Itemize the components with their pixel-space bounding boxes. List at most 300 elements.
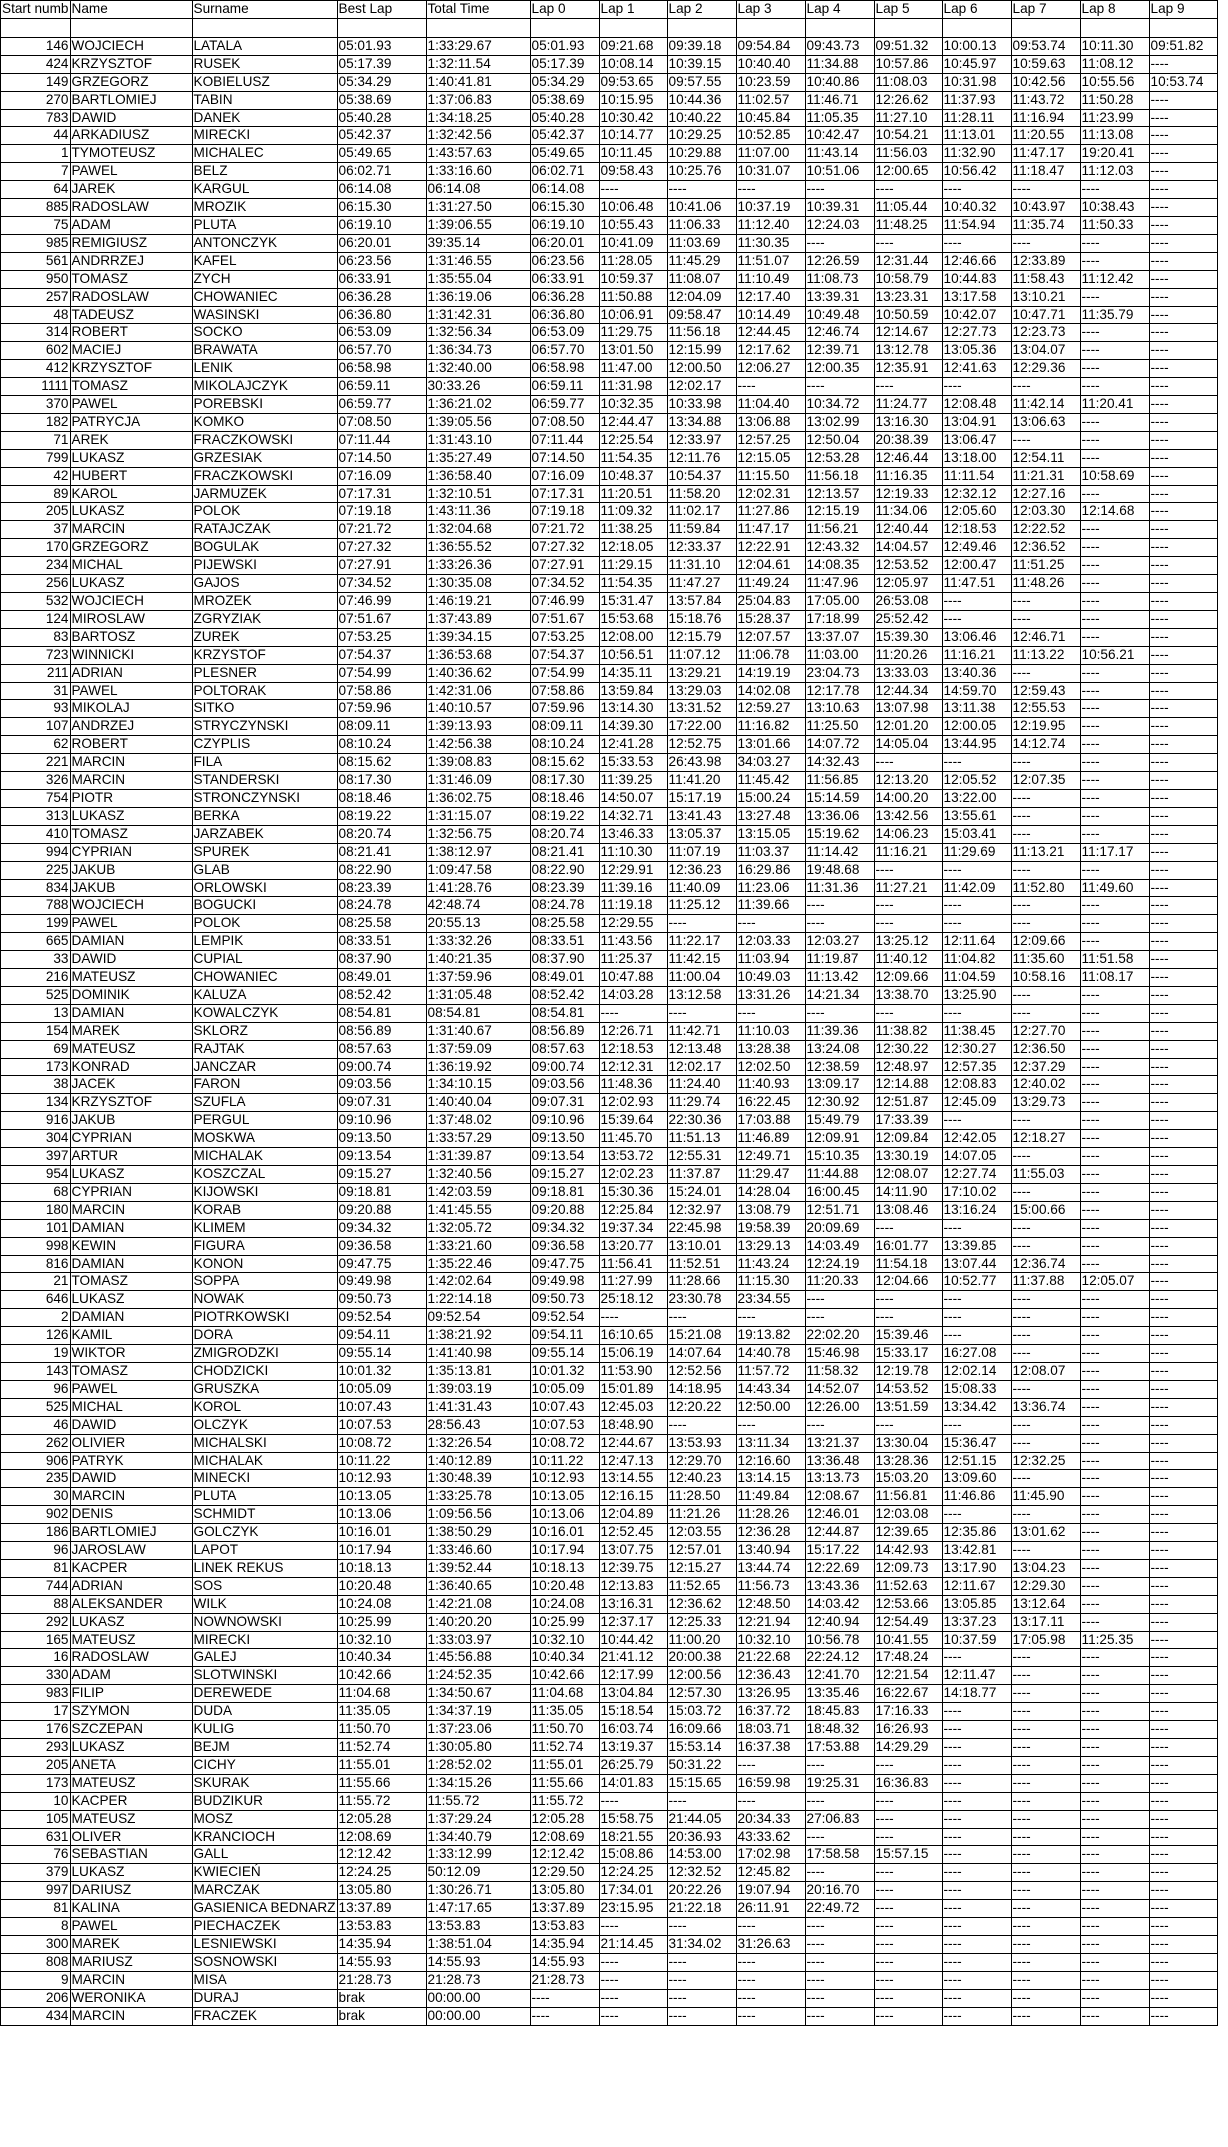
best-lap-cell: 10:05.09 [337,1380,426,1398]
lap-5-cell: 13:38.70 [874,986,942,1004]
lap-5-cell: 13:08.46 [874,1201,942,1219]
lap-0-cell: 07:53.25 [530,628,599,646]
lap-1-cell: 12:25.54 [599,431,667,449]
lap-8-cell: ---- [1080,1237,1149,1255]
lap-8-cell: ---- [1080,1524,1149,1542]
lap-8-cell: ---- [1080,252,1149,270]
lap-0-cell: 09:00.74 [530,1058,599,1076]
lap-8-cell: 11:08.12 [1080,55,1149,73]
lap-8-cell: 11:20.41 [1080,396,1149,414]
total-time-cell: 1:32:05.72 [426,1219,530,1237]
name-cell: OLIVER [70,1828,192,1846]
lap-7-cell: ---- [1011,1506,1080,1524]
lap-0-cell: 10:13.06 [530,1506,599,1524]
lap-2-cell: 15:17.19 [667,789,736,807]
lap-5-cell: ---- [874,1416,942,1434]
lap-4-cell: 14:32.43 [805,754,874,772]
start-number-cell: 902 [1,1506,71,1524]
lap-6-cell: 11:32.90 [942,145,1011,163]
lap-3-cell: ---- [736,1309,805,1327]
lap-1-cell: 12:02.23 [599,1166,667,1184]
lap-9-cell: ---- [1149,1362,1217,1380]
best-lap-cell: 09:13.50 [337,1130,426,1148]
lap-3-cell: 19:58.39 [736,1219,805,1237]
lap-5-cell: 11:40.12 [874,951,942,969]
total-time-cell: 1:41:28.76 [426,879,530,897]
lap-5-cell: ---- [874,1989,942,2007]
total-time-cell: 1:43:11.36 [426,503,530,521]
lap-6-cell: ---- [942,1416,1011,1434]
start-number-cell: 134 [1,1094,71,1112]
lap-7-cell: 11:47.17 [1011,145,1080,163]
lap-8-cell: ---- [1080,1362,1149,1380]
best-lap-cell: 13:37.89 [337,1900,426,1918]
best-lap-cell: 09:00.74 [337,1058,426,1076]
lap-9-cell: ---- [1149,879,1217,897]
table-row [1,1595,1218,1613]
lap-5-cell: 10:54.21 [874,127,942,145]
lap-4-cell: 10:49.48 [805,306,874,324]
name-cell: JAROSLAW [70,1542,192,1560]
lap-5-cell: 10:57.86 [874,55,942,73]
best-lap-cell: 09:54.11 [337,1327,426,1345]
lap-6-cell: ---- [942,915,1011,933]
lap-8-cell: ---- [1080,1130,1149,1148]
lap-2-cell: 11:56.18 [667,324,736,342]
best-lap-cell: 07:54.99 [337,664,426,682]
best-lap-cell: 06:33.91 [337,270,426,288]
lap-2-cell: 13:12.58 [667,986,736,1004]
lap-4-cell: ---- [805,234,874,252]
surname-cell: CHOWANIEC [192,288,337,306]
lap-9-cell: ---- [1149,485,1217,503]
lap-9-cell: ---- [1149,1506,1217,1524]
lap-4-cell: 13:21.37 [805,1434,874,1452]
start-number-cell: 124 [1,610,71,628]
lap-3-cell: 12:03.33 [736,933,805,951]
lap-7-cell: 12:18.27 [1011,1130,1080,1148]
lap-1-cell: 13:07.75 [599,1542,667,1560]
lap-7-cell: 11:35.60 [1011,951,1080,969]
best-lap-cell: 08:24.78 [337,897,426,915]
lap-8-cell: ---- [1080,1452,1149,1470]
lap-3-cell: 10:49.03 [736,969,805,987]
lap-0-cell: 09:15.27 [530,1166,599,1184]
best-lap-cell: 10:12.93 [337,1470,426,1488]
lap-4-cell: 12:26.00 [805,1398,874,1416]
lap-7-cell: 12:36.50 [1011,1040,1080,1058]
table-row [1,1649,1218,1667]
lap-4-cell: 10:40.86 [805,73,874,91]
lap-2-cell: 11:22.17 [667,933,736,951]
name-cell: BARTLOMIEJ [70,1524,192,1542]
total-time-cell: 1:37:06.83 [426,91,530,109]
lap-8-cell: ---- [1080,449,1149,467]
table-row [1,55,1218,73]
table-row [1,1774,1218,1792]
best-lap-cell: 07:27.32 [337,539,426,557]
lap-4-cell: 15:17.22 [805,1542,874,1560]
lap-0-cell: 09:18.81 [530,1183,599,1201]
lap-2-cell: 10:25.76 [667,163,736,181]
lap-4-cell: 11:08.73 [805,270,874,288]
lap-8-cell: 19:20.41 [1080,145,1149,163]
lap-9-cell: ---- [1149,718,1217,736]
lap-9-cell: ---- [1149,1237,1217,1255]
total-time-cell: 1:32:40.00 [426,360,530,378]
lap-8-cell: ---- [1080,1703,1149,1721]
lap-8-cell: ---- [1080,1792,1149,1810]
start-number-cell: 754 [1,789,71,807]
lap-2-cell: 12:00.56 [667,1667,736,1685]
surname-cell: KAFEL [192,252,337,270]
lap-1-cell: 11:45.70 [599,1130,667,1148]
lap-1-cell: 11:20.51 [599,485,667,503]
lap-1-cell: 14:35.11 [599,664,667,682]
lap-4-cell: 12:30.92 [805,1094,874,1112]
lap-6-cell: 13:18.00 [942,449,1011,467]
lap-0-cell: 10:05.09 [530,1380,599,1398]
surname-cell: KULIG [192,1721,337,1739]
name-cell: ANETA [70,1756,192,1774]
lap-6-cell: 17:10.02 [942,1183,1011,1201]
lap-2-cell: 12:52.75 [667,736,736,754]
lap-0-cell: 09:10.96 [530,1112,599,1130]
lap-6-cell: 11:13.01 [942,127,1011,145]
total-time-cell: 1:40:20.20 [426,1613,530,1631]
name-cell: DENIS [70,1506,192,1524]
lap-4-cell: 11:14.42 [805,843,874,861]
start-number-cell: 808 [1,1953,71,1971]
lap-4-cell: 22:24.12 [805,1649,874,1667]
lap-7-cell: ---- [1011,1309,1080,1327]
lap-7-cell: 12:36.52 [1011,539,1080,557]
lap-3-cell: 13:40.94 [736,1542,805,1560]
lap-0-cell: 08:24.78 [530,897,599,915]
total-time-cell: 1:43:57.63 [426,145,530,163]
lap-6-cell: 11:04.59 [942,969,1011,987]
name-cell: DAMIAN [70,1219,192,1237]
lap-8-cell: ---- [1080,861,1149,879]
lap-5-cell: 09:51.32 [874,37,942,55]
surname-cell: ANTONCZYK [192,234,337,252]
lap-3-cell: 11:03.37 [736,843,805,861]
surname-cell: CHOWANIEC [192,969,337,987]
lap-6-cell: 12:57.35 [942,1058,1011,1076]
lap-8-cell: ---- [1080,1058,1149,1076]
name-cell: WOJCIECH [70,593,192,611]
table-row [1,897,1218,915]
name-cell: LUKASZ [70,449,192,467]
lap-2-cell: 10:33.98 [667,396,736,414]
name-cell: OLIVIER [70,1434,192,1452]
lap-3-cell: 12:36.43 [736,1667,805,1685]
name-cell: LUKASZ [70,807,192,825]
lap-9-cell: ---- [1149,1774,1217,1792]
lap-1-cell: 14:03.28 [599,986,667,1004]
lap-8-cell: ---- [1080,1595,1149,1613]
best-lap-cell: 09:20.88 [337,1201,426,1219]
lap-3-cell: 10:45.84 [736,109,805,127]
lap-6-cell: 13:06.47 [942,431,1011,449]
surname-cell: KRANCIOCH [192,1828,337,1846]
best-lap-cell: 07:59.96 [337,700,426,718]
lap-1-cell: 14:50.07 [599,789,667,807]
lap-1-cell: 10:06.91 [599,306,667,324]
lap-7-cell: ---- [1011,1470,1080,1488]
lap-6-cell: ---- [942,593,1011,611]
lap-7-cell: 12:40.02 [1011,1076,1080,1094]
start-number-cell: 816 [1,1255,71,1273]
start-number-cell: 126 [1,1327,71,1345]
lap-0-cell: 07:11.44 [530,431,599,449]
lap-6-cell: 14:18.77 [942,1685,1011,1703]
lap-2-cell: 26:43.98 [667,754,736,772]
lap-4-cell: 27:06.83 [805,1810,874,1828]
lap-9-cell: ---- [1149,1345,1217,1363]
start-number-cell: 38 [1,1076,71,1094]
table-row [1,1739,1218,1757]
lap-3-cell: 12:07.57 [736,628,805,646]
lap-3-cell: 09:54.84 [736,37,805,55]
lap-6-cell: 12:42.05 [942,1130,1011,1148]
total-time-cell: 1:36:53.68 [426,646,530,664]
surname-cell: PERGUL [192,1112,337,1130]
start-number-cell: 182 [1,413,71,431]
lap-2-cell: 11:02.17 [667,503,736,521]
lap-4-cell: 12:00.35 [805,360,874,378]
start-number-cell: 13 [1,1004,71,1022]
lap-9-cell: ---- [1149,270,1217,288]
total-time-cell: 1:31:05.48 [426,986,530,1004]
lap-6-cell: ---- [942,1971,1011,1989]
surname-cell: BRAWATA [192,342,337,360]
total-time-cell: 1:40:12.89 [426,1452,530,1470]
header-row [1,1,1218,19]
best-lap-cell: 08:10.24 [337,736,426,754]
lap-1-cell: 12:08.00 [599,628,667,646]
table-row [1,1452,1218,1470]
best-lap-cell: 10:20.48 [337,1577,426,1595]
lap-5-cell: 12:09.73 [874,1559,942,1577]
total-time-cell: 1:31:15.07 [426,807,530,825]
lap-1-cell: 11:43.56 [599,933,667,951]
lap-0-cell: 08:33.51 [530,933,599,951]
best-lap-cell: 10:18.13 [337,1559,426,1577]
lap-4-cell: 13:36.48 [805,1452,874,1470]
lap-1-cell: 12:29.91 [599,861,667,879]
lap-8-cell: 10:11.30 [1080,37,1149,55]
lap-3-cell: 11:40.93 [736,1076,805,1094]
lap-5-cell: ---- [874,1792,942,1810]
lap-3-cell: 11:06.78 [736,646,805,664]
lap-6-cell: 12:05.60 [942,503,1011,521]
lap-3-cell: ---- [736,2007,805,2025]
lap-4-cell: 11:25.50 [805,718,874,736]
lap-2-cell: 10:54.37 [667,467,736,485]
lap-7-cell: 12:09.66 [1011,933,1080,951]
lap-1-cell: 21:41.12 [599,1649,667,1667]
lap-9-cell: ---- [1149,1667,1217,1685]
table-row [1,1882,1218,1900]
lap-0-cell: 08:25.58 [530,915,599,933]
start-number-cell: 154 [1,1022,71,1040]
lap-6-cell: ---- [942,1792,1011,1810]
lap-7-cell: 11:21.31 [1011,467,1080,485]
total-time-cell: 1:31:42.31 [426,306,530,324]
lap-5-cell: 11:16.21 [874,843,942,861]
surname-cell: SKURAK [192,1774,337,1792]
lap-9-cell: ---- [1149,1792,1217,1810]
best-lap-cell: 11:50.70 [337,1721,426,1739]
best-lap-cell: 06:02.71 [337,163,426,181]
lap-2-cell: 10:40.22 [667,109,736,127]
lap-4-cell: 13:09.17 [805,1076,874,1094]
lap-6-cell: ---- [942,1649,1011,1667]
name-cell: WINNICKI [70,646,192,664]
lap-9-cell: ---- [1149,1900,1217,1918]
lap-3-cell: 18:03.71 [736,1721,805,1739]
lap-6-cell: 13:09.60 [942,1470,1011,1488]
best-lap-cell: 12:05.28 [337,1810,426,1828]
start-number-cell: 68 [1,1183,71,1201]
best-lap-cell: 08:25.58 [337,915,426,933]
surname-cell: SKLORZ [192,1022,337,1040]
surname-cell: SOPPA [192,1273,337,1291]
surname-cell: KLIMEM [192,1219,337,1237]
best-lap-cell: 07:11.44 [337,431,426,449]
lap-4-cell: 14:03.49 [805,1237,874,1255]
lap-7-cell: ---- [1011,789,1080,807]
lap-8-cell: 11:13.08 [1080,127,1149,145]
lap-0-cell: 07:19.18 [530,503,599,521]
lap-6-cell: 10:37.59 [942,1631,1011,1649]
total-time-cell: 1:42:03.59 [426,1183,530,1201]
start-number-cell: 173 [1,1058,71,1076]
lap-4-cell: 11:20.33 [805,1273,874,1291]
total-time-cell: 1:32:10.51 [426,485,530,503]
lap-6-cell: ---- [942,378,1011,396]
table-row [1,1488,1218,1506]
lap-4-cell: 22:49.72 [805,1900,874,1918]
lap-8-cell: ---- [1080,1112,1149,1130]
name-cell: WERONIKA [70,1989,192,2007]
best-lap-cell: 09:07.31 [337,1094,426,1112]
total-time-cell: 1:36:19.92 [426,1058,530,1076]
name-cell: FILIP [70,1685,192,1703]
lap-0-cell: 07:17.31 [530,485,599,503]
lap-4-cell: ---- [805,1792,874,1810]
table-row [1,413,1218,431]
lap-7-cell: 12:46.71 [1011,628,1080,646]
lap-3-cell: ---- [736,378,805,396]
lap-2-cell: ---- [667,181,736,199]
total-time-cell: 1:31:46.09 [426,772,530,790]
lap-2-cell: 12:25.33 [667,1613,736,1631]
start-number-cell: 9 [1,1971,71,1989]
lap-7-cell: ---- [1011,1237,1080,1255]
lap-8-cell: ---- [1080,1577,1149,1595]
name-cell: ALEKSANDER [70,1595,192,1613]
lap-8-cell: ---- [1080,1774,1149,1792]
name-cell: JACEK [70,1076,192,1094]
column-header: Lap 6 [942,1,1011,19]
lap-8-cell: ---- [1080,915,1149,933]
surname-cell: BERKA [192,807,337,825]
lap-6-cell: ---- [942,1703,1011,1721]
lap-1-cell: ---- [599,1989,667,2007]
lap-1-cell: 13:20.77 [599,1237,667,1255]
lap-5-cell: 26:53.08 [874,593,942,611]
lap-0-cell: 08:54.81 [530,1004,599,1022]
start-number-cell: 262 [1,1434,71,1452]
lap-1-cell: 13:59.84 [599,682,667,700]
lap-7-cell: ---- [1011,1416,1080,1434]
lap-8-cell: ---- [1080,1846,1149,1864]
best-lap-cell: 11:04.68 [337,1685,426,1703]
lap-7-cell: ---- [1011,1828,1080,1846]
total-time-cell: 1:31:43.10 [426,431,530,449]
lap-1-cell: 11:25.37 [599,951,667,969]
lap-5-cell: ---- [874,915,942,933]
lap-8-cell: ---- [1080,700,1149,718]
lap-8-cell: ---- [1080,1022,1149,1040]
lap-6-cell: 11:38.45 [942,1022,1011,1040]
name-cell: WOJCIECH [70,37,192,55]
table-row [1,1685,1218,1703]
lap-9-cell: ---- [1149,91,1217,109]
lap-7-cell: 12:33.89 [1011,252,1080,270]
lap-0-cell: 06:14.08 [530,181,599,199]
lap-8-cell: ---- [1080,682,1149,700]
total-time-cell: 1:39:08.83 [426,754,530,772]
best-lap-cell: brak [337,1989,426,2007]
table-row [1,270,1218,288]
lap-6-cell: ---- [942,1918,1011,1936]
start-number-cell: 326 [1,772,71,790]
lap-4-cell: 12:17.78 [805,682,874,700]
lap-7-cell: ---- [1011,181,1080,199]
lap-2-cell: 23:30.78 [667,1291,736,1309]
lap-4-cell: 11:46.71 [805,91,874,109]
lap-1-cell: 12:37.17 [599,1613,667,1631]
lap-5-cell: 11:24.77 [874,396,942,414]
name-cell: LUKASZ [70,1864,192,1882]
start-number-cell: 292 [1,1613,71,1631]
total-time-cell: 1:32:40.56 [426,1166,530,1184]
lap-8-cell: 11:51.58 [1080,951,1149,969]
lap-5-cell: 14:29.29 [874,1739,942,1757]
lap-0-cell: 10:20.48 [530,1577,599,1595]
lap-6-cell: ---- [942,1882,1011,1900]
table-row [1,539,1218,557]
lap-4-cell: 12:51.71 [805,1201,874,1219]
best-lap-cell: 06:20.01 [337,234,426,252]
lap-6-cell: 12:18.53 [942,521,1011,539]
lap-8-cell: ---- [1080,1756,1149,1774]
lap-1-cell: 10:41.09 [599,234,667,252]
surname-cell: LEMPIK [192,933,337,951]
lap-5-cell: ---- [874,1935,942,1953]
lap-7-cell: 12:19.95 [1011,718,1080,736]
lap-9-cell: ---- [1149,610,1217,628]
table-row [1,1506,1218,1524]
lap-9-cell: ---- [1149,1219,1217,1237]
lap-4-cell: 11:56.85 [805,772,874,790]
lap-1-cell: 15:58.75 [599,1810,667,1828]
table-row [1,467,1218,485]
lap-0-cell: 21:28.73 [530,1971,599,1989]
